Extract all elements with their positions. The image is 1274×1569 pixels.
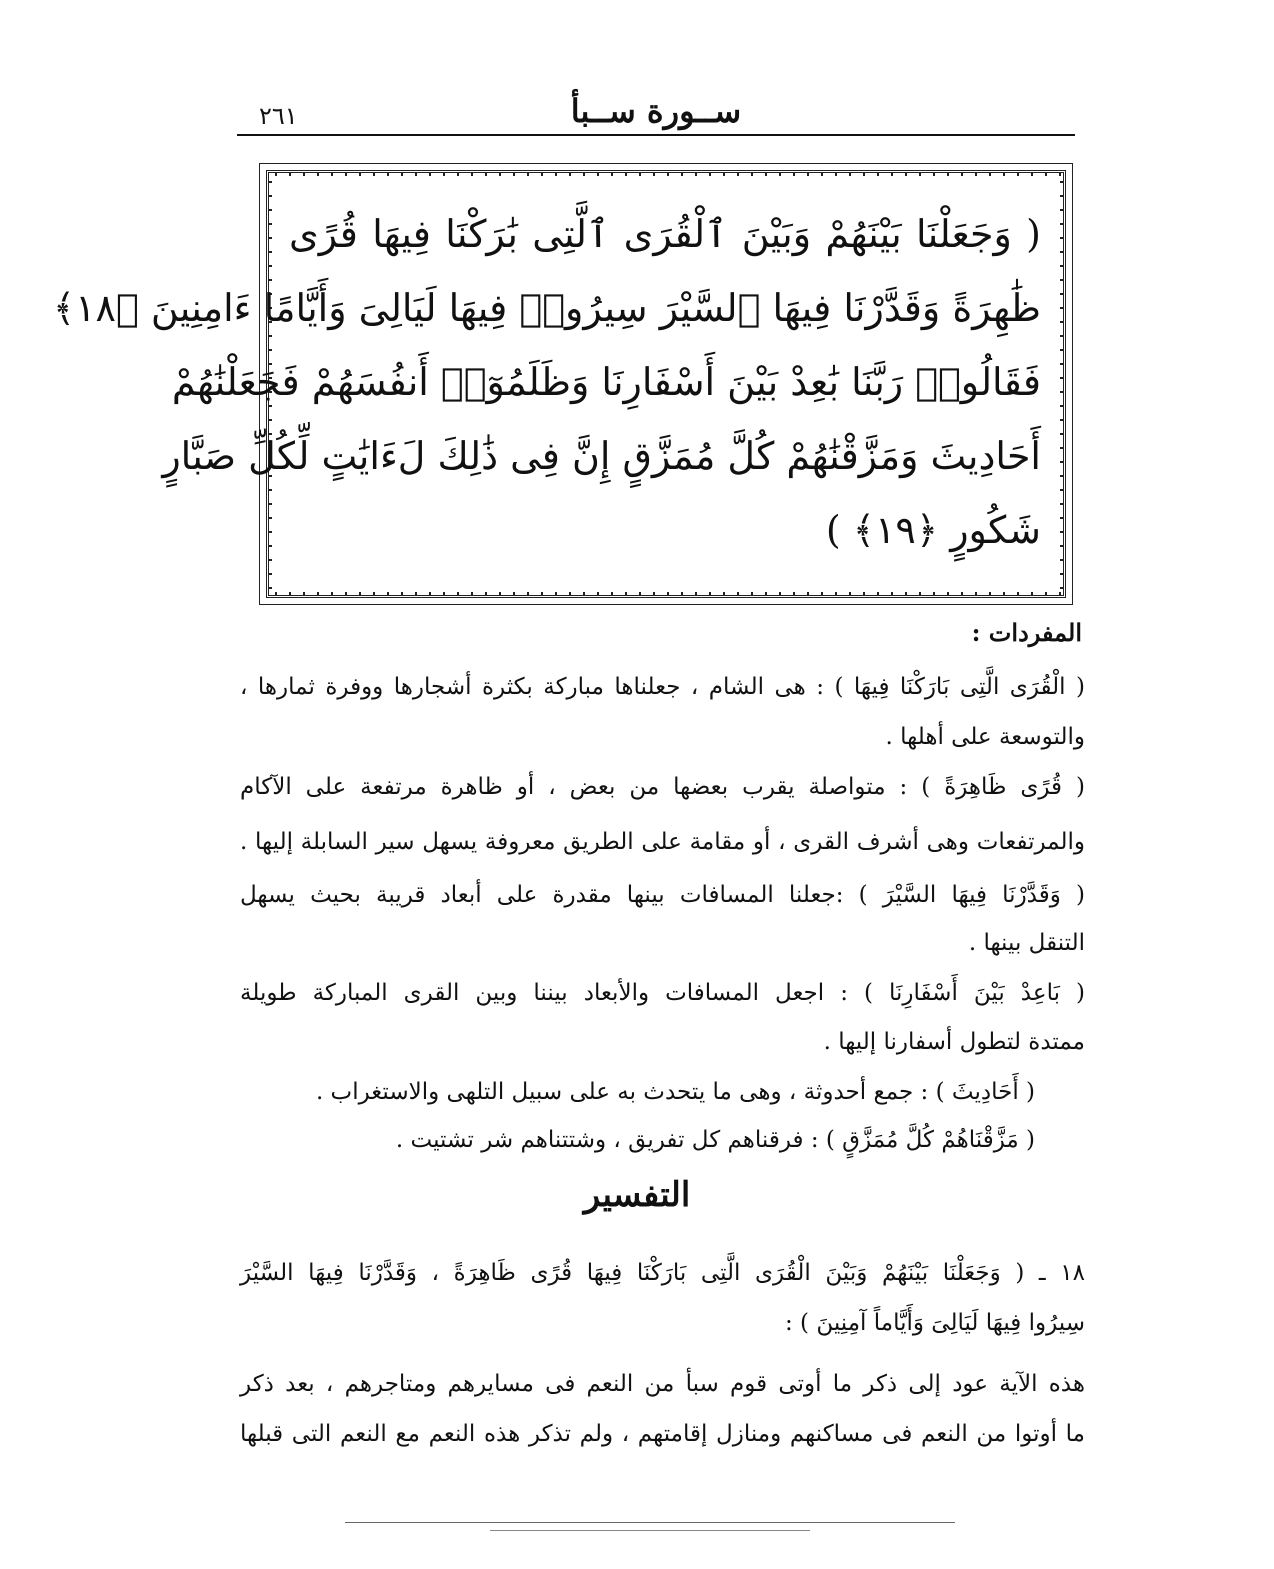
verse-line: شَكُورٍ ﴿١٩﴾ ) [825,508,1041,552]
header-rule [237,134,1075,136]
verse-line: ظَٰهِرَةً وَقَدَّرْنَا فِيهَا ٱلسَّيْرَ سِيرُوا۟ فِيهَا لَيَالِىَ وَأَيَّامًا ءَامِنِينَ ﴿١٨﴾ [52,286,1041,330]
surah-title: ســورة ســبأ [570,92,742,130]
vocabulary-line: ( وَقَدَّرْنَا فِيهَا السَّيْرَ ) :جعلنا المسافات بينها مقدرة على أبعاد قريبة بحيث يسهل [240,882,1085,908]
quran-verse-frame [52,170,1066,598]
vocabulary-line: ( قُرًى ظَاهِرَةً ) : متواصلة يقرب بعضها من بعض ، أو ظاهرة مرتفعة على الآكام [240,774,1085,800]
verse-line: أَحَادِيثَ وَمَزَّقْنَٰهُمْ كُلَّ مُمَزَّقٍ إِنَّ فِى ذَٰلِكَ لَءَايَٰتٍ لِّكُلِّ صَبَّارٍ [162,434,1041,478]
footer-rule [490,1530,810,1531]
vocabulary-line: ( الْقُرَى الَّتِى بَارَكْنَا فِيهَا ) : هى الشام ، جعلناها مباركة بكثرة أشجارها ووفرة ثمارها ، [240,674,1085,700]
vocabulary-line: التنقل بينها . [968,930,1085,956]
tafsir-line: ١٨ ـ ( وَجَعَلْنَا بَيْنَهُمْ وَبَيْنَ الْقُرَى الَّتِى بَارَكْنَا فِيهَا قُرًى ظَاهِرَةً ، وَقَدَّرْنَا فِيهَا السَّيْرَ [240,1260,1085,1286]
page-header [237,92,1075,136]
verse-line: ( وَجَعَلْنَا بَيْنَهُمْ وَبَيْنَ ٱلْقُرَى ٱلَّتِى بَٰرَكْنَا فِيهَا قُرًى [289,212,1041,256]
verse-text [52,197,1041,567]
verse-line: فَقَالُوا۟ رَبَّنَا بَٰعِدْ بَيْنَ أَسْفَارِنَا وَظَلَمُوٓا۟ أَنفُسَهُمْ فَجَعَلْنَٰهُمْ [171,360,1041,404]
footer-rule [345,1522,955,1523]
vocabulary-line: ( مَزَّقْنَاهُمْ كُلَّ مُمَزَّقٍ ) : فرقناهم كل تفريق ، وشتتناهم شر تشتيت . [395,1127,1035,1153]
tafsir-line: سِيرُوا فِيهَا لَيَالِىَ وَأَيَّاماً آمِنِينَ ) : [785,1310,1085,1336]
tafsir-heading: التفسير [583,1175,691,1215]
tafsir-line: هذه الآية عود إلى ذكر ما أوتى قوم سبأ من النعم فى مسايرهم ومتاجرهم ، بعد ذكر [240,1371,1085,1397]
vocabulary-heading: المفردات : [971,618,1082,647]
vocabulary-line: ممتدة لتطول أسفارنا إليها . [823,1029,1085,1055]
vocabulary-line: والمرتفعات وهى أشرف القرى ، أو مقامة على الطريق معروفة يسهل سير السابلة إليها . [240,829,1085,855]
vocabulary-line: ( بَاعِدْ بَيْنَ أَسْفَارِنَا ) : اجعل المسافات والأبعاد بيننا وبين القرى المباركة طويلة [240,980,1085,1006]
vocabulary-line: ( أَحَادِيثَ ) : جمع أحدوثة ، وهى ما يتحدث به على سبيل التلهى والاستغراب . [315,1079,1035,1105]
tafsir-line: ما أوتوا من النعم فى مساكنهم ومنازل إقامتهم ، ولم تذكر هذه النعم مع النعم التى قبلها [240,1421,1085,1447]
page-number: ٢٦١ [259,102,298,130]
vocabulary-line: والتوسعة على أهلها . [885,724,1085,750]
